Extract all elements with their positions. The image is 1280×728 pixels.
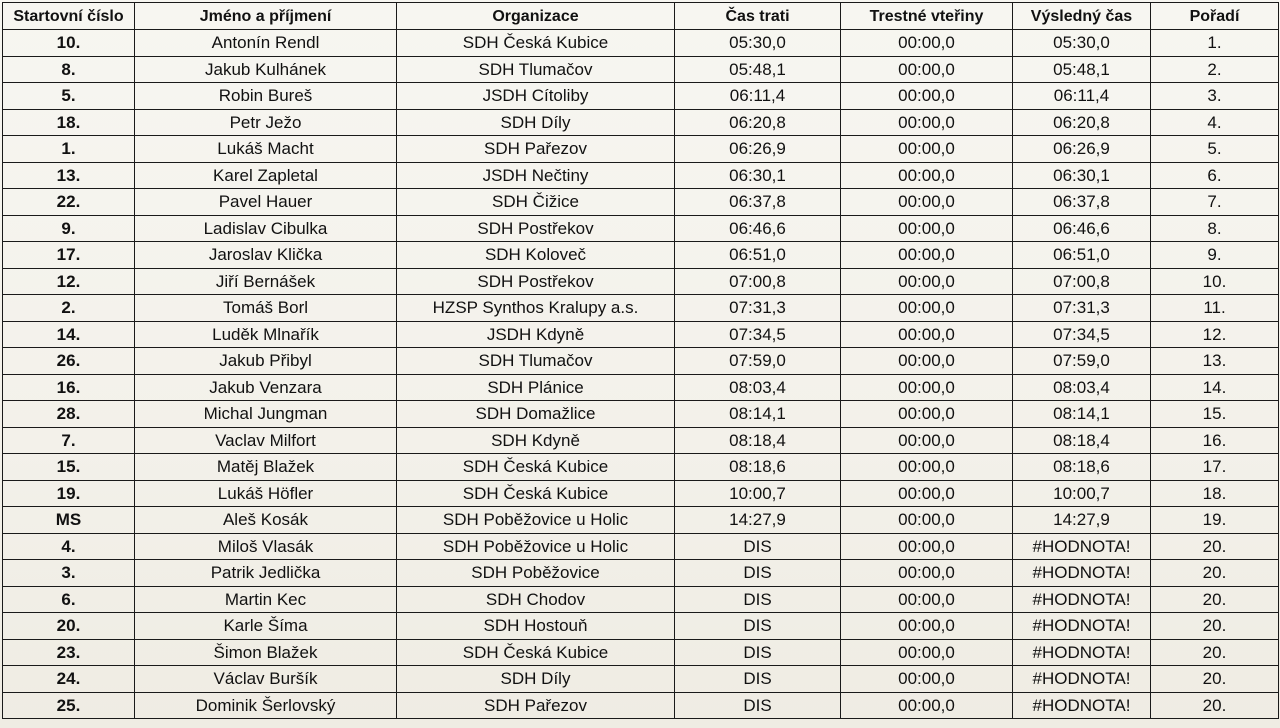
penalty-cell: 00:00,0 (841, 321, 1013, 348)
table-row (3, 533, 1279, 560)
start-number-cell: 8. (3, 56, 135, 83)
start-number-cell: 14. (3, 321, 135, 348)
penalty-cell: 00:00,0 (841, 295, 1013, 322)
organization-cell: SDH Poběžovice u Holic (397, 507, 675, 534)
final-time-cell: 06:20,8 (1013, 109, 1151, 136)
rank-cell: 1. (1151, 30, 1279, 57)
start-number-cell: 20. (3, 613, 135, 640)
organization-cell: SDH Poběžovice u Holic (397, 533, 675, 560)
start-number-cell: 24. (3, 666, 135, 693)
start-number-cell: 2. (3, 295, 135, 322)
table-row (3, 454, 1279, 481)
start-number-cell: 22. (3, 189, 135, 216)
track-time-cell: DIS (675, 639, 841, 666)
start-number-cell: 13. (3, 162, 135, 189)
final-time-cell: 06:11,4 (1013, 83, 1151, 110)
rank-cell: 17. (1151, 454, 1279, 481)
organization-cell: SDH Chodov (397, 586, 675, 613)
final-time-cell: 08:14,1 (1013, 401, 1151, 428)
penalty-cell: 00:00,0 (841, 427, 1013, 454)
table-row (3, 268, 1279, 295)
name-cell: Antonín Rendl (135, 30, 397, 57)
table-row (3, 401, 1279, 428)
penalty-cell: 00:00,0 (841, 83, 1013, 110)
final-time-cell: 08:18,4 (1013, 427, 1151, 454)
table-row (3, 348, 1279, 375)
rank-cell: 2. (1151, 56, 1279, 83)
start-number-cell: 4. (3, 533, 135, 560)
final-time-cell: 07:59,0 (1013, 348, 1151, 375)
track-time-cell: 08:14,1 (675, 401, 841, 428)
penalty-cell: 00:00,0 (841, 215, 1013, 242)
table-row (3, 480, 1279, 507)
track-time-cell: 05:48,1 (675, 56, 841, 83)
name-cell: Jakub Venzara (135, 374, 397, 401)
track-time-cell: 10:00,7 (675, 480, 841, 507)
table-row (3, 639, 1279, 666)
track-time-cell: 06:20,8 (675, 109, 841, 136)
rank-cell: 14. (1151, 374, 1279, 401)
name-cell: Patrik Jedlička (135, 560, 397, 587)
organization-cell: SDH Kdyně (397, 427, 675, 454)
name-cell: Aleš Kosák (135, 507, 397, 534)
organization-cell: SDH Koloveč (397, 242, 675, 269)
penalty-cell: 00:00,0 (841, 374, 1013, 401)
organization-cell: SDH Díly (397, 666, 675, 693)
organization-cell: SDH Díly (397, 109, 675, 136)
organization-cell: JSDH Cítoliby (397, 83, 675, 110)
final-time-cell: #HODNOTA! (1013, 692, 1151, 719)
header-track-time: Čas trati (675, 3, 841, 30)
rank-cell: 16. (1151, 427, 1279, 454)
track-time-cell: DIS (675, 586, 841, 613)
table-row (3, 83, 1279, 110)
header-organization: Organizace (397, 3, 675, 30)
table-row (3, 586, 1279, 613)
final-time-cell: 10:00,7 (1013, 480, 1151, 507)
table-row (3, 242, 1279, 269)
rank-cell: 15. (1151, 401, 1279, 428)
organization-cell: JSDH Nečtiny (397, 162, 675, 189)
name-cell: Šimon Blažek (135, 639, 397, 666)
final-time-cell: #HODNOTA! (1013, 666, 1151, 693)
table-row (3, 136, 1279, 163)
rank-cell: 6. (1151, 162, 1279, 189)
table-row (3, 374, 1279, 401)
track-time-cell: DIS (675, 560, 841, 587)
header-name: Jméno a příjmení (135, 3, 397, 30)
final-time-cell: #HODNOTA! (1013, 586, 1151, 613)
start-number-cell: 16. (3, 374, 135, 401)
rank-cell: 20. (1151, 666, 1279, 693)
rank-cell: 7. (1151, 189, 1279, 216)
penalty-cell: 00:00,0 (841, 242, 1013, 269)
table-row (3, 215, 1279, 242)
table-row (3, 162, 1279, 189)
name-cell: Luděk Mlnařík (135, 321, 397, 348)
track-time-cell: DIS (675, 666, 841, 693)
organization-cell: SDH Hostouň (397, 613, 675, 640)
header-row (3, 3, 1279, 30)
rank-cell: 8. (1151, 215, 1279, 242)
penalty-cell: 00:00,0 (841, 268, 1013, 295)
start-number-cell: 25. (3, 692, 135, 719)
penalty-cell: 00:00,0 (841, 480, 1013, 507)
start-number-cell: 7. (3, 427, 135, 454)
track-time-cell: DIS (675, 613, 841, 640)
start-number-cell: 17. (3, 242, 135, 269)
table-row (3, 30, 1279, 57)
rank-cell: 19. (1151, 507, 1279, 534)
table-row (3, 692, 1279, 719)
name-cell: Jiří Bernášek (135, 268, 397, 295)
start-number-cell: 26. (3, 348, 135, 375)
start-number-cell: 5. (3, 83, 135, 110)
track-time-cell: 06:30,1 (675, 162, 841, 189)
name-cell: Dominik Šerlovský (135, 692, 397, 719)
final-time-cell: #HODNOTA! (1013, 533, 1151, 560)
rank-cell: 20. (1151, 533, 1279, 560)
table-row (3, 560, 1279, 587)
track-time-cell: 07:31,3 (675, 295, 841, 322)
name-cell: Martin Kec (135, 586, 397, 613)
penalty-cell: 00:00,0 (841, 586, 1013, 613)
table-row (3, 56, 1279, 83)
start-number-cell: 10. (3, 30, 135, 57)
track-time-cell: 06:46,6 (675, 215, 841, 242)
header-final-time: Výsledný čas (1013, 3, 1151, 30)
final-time-cell: 08:18,6 (1013, 454, 1151, 481)
rank-cell: 3. (1151, 83, 1279, 110)
track-time-cell: DIS (675, 533, 841, 560)
organization-cell: SDH Česká Kubice (397, 480, 675, 507)
name-cell: Vaclav Milfort (135, 427, 397, 454)
rank-cell: 10. (1151, 268, 1279, 295)
penalty-cell: 00:00,0 (841, 507, 1013, 534)
table-row (3, 321, 1279, 348)
rank-cell: 4. (1151, 109, 1279, 136)
final-time-cell: 06:30,1 (1013, 162, 1151, 189)
start-number-cell: 1. (3, 136, 135, 163)
penalty-cell: 00:00,0 (841, 666, 1013, 693)
penalty-cell: 00:00,0 (841, 136, 1013, 163)
final-time-cell: 07:00,8 (1013, 268, 1151, 295)
rank-cell: 11. (1151, 295, 1279, 322)
penalty-cell: 00:00,0 (841, 162, 1013, 189)
penalty-cell: 00:00,0 (841, 533, 1013, 560)
name-cell: Matěj Blažek (135, 454, 397, 481)
rank-cell: 9. (1151, 242, 1279, 269)
start-number-cell: 6. (3, 586, 135, 613)
organization-cell: SDH Česká Kubice (397, 30, 675, 57)
start-number-cell: 28. (3, 401, 135, 428)
penalty-cell: 00:00,0 (841, 109, 1013, 136)
organization-cell: SDH Pařezov (397, 136, 675, 163)
results-table (2, 2, 1279, 719)
organization-cell: SDH Česká Kubice (397, 454, 675, 481)
penalty-cell: 00:00,0 (841, 348, 1013, 375)
penalty-cell: 00:00,0 (841, 613, 1013, 640)
name-cell: Michal Jungman (135, 401, 397, 428)
start-number-cell: 12. (3, 268, 135, 295)
penalty-cell: 00:00,0 (841, 692, 1013, 719)
organization-cell: HZSP Synthos Kralupy a.s. (397, 295, 675, 322)
track-time-cell: DIS (675, 692, 841, 719)
final-time-cell: 14:27,9 (1013, 507, 1151, 534)
start-number-cell: 15. (3, 454, 135, 481)
penalty-cell: 00:00,0 (841, 639, 1013, 666)
name-cell: Miloš Vlasák (135, 533, 397, 560)
rank-cell: 12. (1151, 321, 1279, 348)
table-row (3, 427, 1279, 454)
final-time-cell: 05:30,0 (1013, 30, 1151, 57)
name-cell: Lukáš Höfler (135, 480, 397, 507)
header-rank: Pořadí (1151, 3, 1279, 30)
organization-cell: SDH Tlumačov (397, 348, 675, 375)
table-row (3, 613, 1279, 640)
name-cell: Robin Bureš (135, 83, 397, 110)
name-cell: Pavel Hauer (135, 189, 397, 216)
rank-cell: 13. (1151, 348, 1279, 375)
organization-cell: SDH Postřekov (397, 268, 675, 295)
final-time-cell: 06:51,0 (1013, 242, 1151, 269)
table-row (3, 109, 1279, 136)
final-time-cell: #HODNOTA! (1013, 639, 1151, 666)
name-cell: Karle Šíma (135, 613, 397, 640)
rank-cell: 18. (1151, 480, 1279, 507)
header-penalty-seconds: Trestné vteřiny (841, 3, 1013, 30)
penalty-cell: 00:00,0 (841, 189, 1013, 216)
penalty-cell: 00:00,0 (841, 56, 1013, 83)
name-cell: Jaroslav Klička (135, 242, 397, 269)
penalty-cell: 00:00,0 (841, 560, 1013, 587)
final-time-cell: 05:48,1 (1013, 56, 1151, 83)
track-time-cell: 14:27,9 (675, 507, 841, 534)
final-time-cell: #HODNOTA! (1013, 613, 1151, 640)
rank-cell: 20. (1151, 586, 1279, 613)
rank-cell: 20. (1151, 639, 1279, 666)
name-cell: Jakub Přibyl (135, 348, 397, 375)
final-time-cell: 06:37,8 (1013, 189, 1151, 216)
final-time-cell: #HODNOTA! (1013, 560, 1151, 587)
final-time-cell: 06:46,6 (1013, 215, 1151, 242)
start-number-cell: 18. (3, 109, 135, 136)
final-time-cell: 08:03,4 (1013, 374, 1151, 401)
name-cell: Petr Ježo (135, 109, 397, 136)
organization-cell: SDH Tlumačov (397, 56, 675, 83)
table-row (3, 507, 1279, 534)
table-row (3, 666, 1279, 693)
penalty-cell: 00:00,0 (841, 454, 1013, 481)
start-number-cell: 19. (3, 480, 135, 507)
organization-cell: SDH Pařezov (397, 692, 675, 719)
organization-cell: SDH Domažlice (397, 401, 675, 428)
rank-cell: 5. (1151, 136, 1279, 163)
start-number-cell: 23. (3, 639, 135, 666)
final-time-cell: 07:34,5 (1013, 321, 1151, 348)
final-time-cell: 07:31,3 (1013, 295, 1151, 322)
track-time-cell: 08:18,4 (675, 427, 841, 454)
track-time-cell: 08:18,6 (675, 454, 841, 481)
track-time-cell: 06:11,4 (675, 83, 841, 110)
track-time-cell: 08:03,4 (675, 374, 841, 401)
start-number-cell: MS (3, 507, 135, 534)
name-cell: Lukáš Macht (135, 136, 397, 163)
track-time-cell: 07:59,0 (675, 348, 841, 375)
start-number-cell: 3. (3, 560, 135, 587)
track-time-cell: 05:30,0 (675, 30, 841, 57)
track-time-cell: 06:51,0 (675, 242, 841, 269)
rank-cell: 20. (1151, 613, 1279, 640)
organization-cell: SDH Postřekov (397, 215, 675, 242)
name-cell: Tomáš Borl (135, 295, 397, 322)
organization-cell: JSDH Kdyně (397, 321, 675, 348)
track-time-cell: 06:26,9 (675, 136, 841, 163)
track-time-cell: 06:37,8 (675, 189, 841, 216)
track-time-cell: 07:34,5 (675, 321, 841, 348)
organization-cell: SDH Čižice (397, 189, 675, 216)
final-time-cell: 06:26,9 (1013, 136, 1151, 163)
name-cell: Jakub Kulhánek (135, 56, 397, 83)
penalty-cell: 00:00,0 (841, 30, 1013, 57)
header-start-number: Startovní číslo (3, 3, 135, 30)
track-time-cell: 07:00,8 (675, 268, 841, 295)
rank-cell: 20. (1151, 692, 1279, 719)
organization-cell: SDH Česká Kubice (397, 639, 675, 666)
name-cell: Karel Zapletal (135, 162, 397, 189)
organization-cell: SDH Plánice (397, 374, 675, 401)
name-cell: Ladislav Cibulka (135, 215, 397, 242)
start-number-cell: 9. (3, 215, 135, 242)
rank-cell: 20. (1151, 560, 1279, 587)
table-row (3, 189, 1279, 216)
name-cell: Václav Buršík (135, 666, 397, 693)
table-row (3, 295, 1279, 322)
penalty-cell: 00:00,0 (841, 401, 1013, 428)
organization-cell: SDH Poběžovice (397, 560, 675, 587)
